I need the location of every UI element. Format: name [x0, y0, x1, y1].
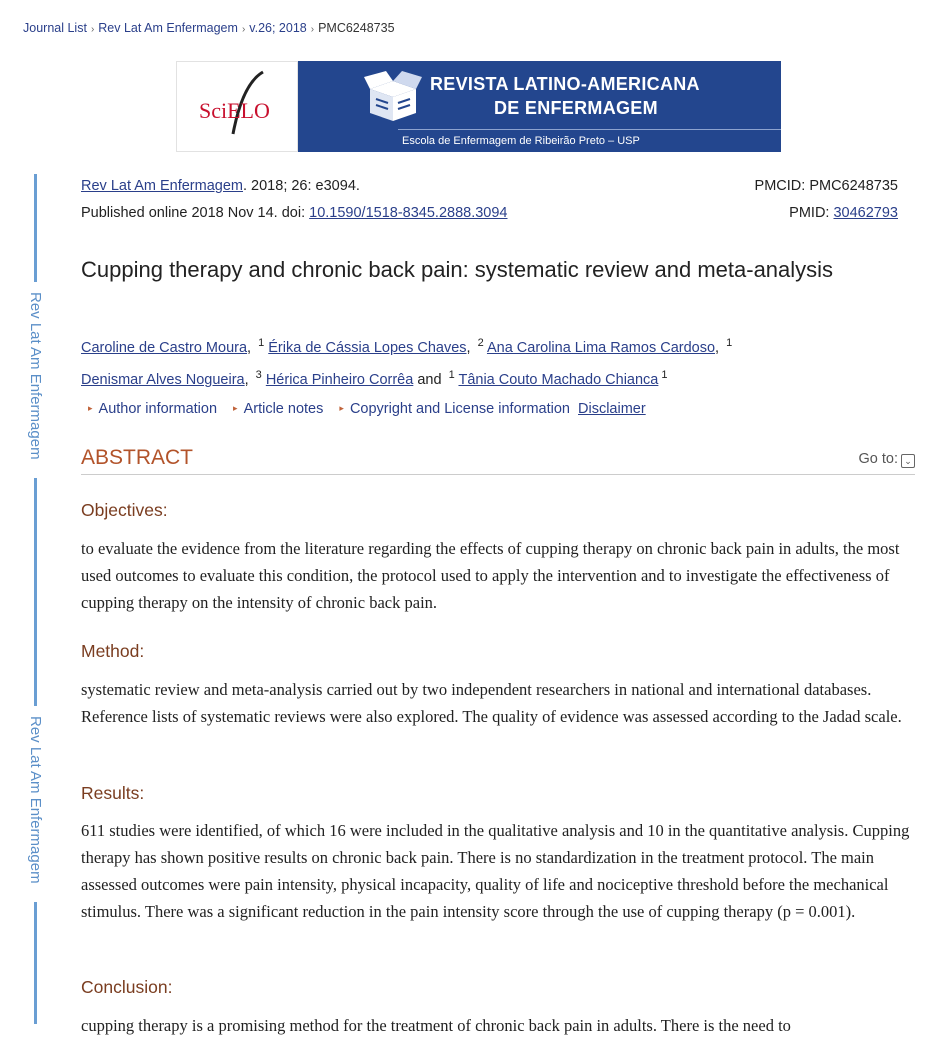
side-bar-line	[34, 478, 37, 706]
affiliation-sup[interactable]: 1	[448, 369, 455, 381]
author-link[interactable]: Denismar Alves Nogueira	[81, 372, 245, 388]
author-list	[81, 330, 881, 394]
section-text-objectives: to evaluate the evidence from the literature regarding the effects of cupping therapy on chronic back pain in adults, the most used outcomes to evaluate this condition, the protocol used to apply the intervention and to investigate the effectiveness of cupping therapy on the intensity of chronic back pain.	[81, 539, 900, 612]
section-text-results: 611 studies were identified, of which 16 were included in the qualitative analysis and 10 in the quantitative analysis. Cupping therapy has shown positive results on chronic back pain. There is no standardization in the treatment protocol. The main assessed outcomes were pain intensity, physical incapacity, quality of life and nociceptive threshold before the mechanical stimulus. There was a significant reduction in the pain intensity score through the use of cupping therapy (p = 0.001).	[81, 821, 910, 921]
article-notes-toggle[interactable]: ▸ Article notes	[233, 401, 324, 417]
copyright-toggle[interactable]: ▸ Copyright and License information	[339, 401, 570, 417]
affiliation-sup[interactable]: 2	[477, 337, 484, 349]
article-title: Cupping therapy and chronic back pain: systematic review and meta-analysis	[81, 257, 834, 282]
author-entry: Ana Carolina Lima Ramos Cardoso, $^1$	[486, 337, 733, 356]
banner-title-line1: REVISTA LATINO-AMERICANA	[430, 74, 700, 94]
pmcid: PMCID: PMC6248735	[754, 178, 898, 194]
disclaimer-link[interactable]: Disclaimer	[578, 401, 646, 417]
banner-subtitle: Escola de Enfermagem de Ribeirão Preto – USP	[402, 135, 640, 147]
affiliation-sup[interactable]: 1	[258, 337, 265, 349]
section-text-method: systematic review and meta-analysis carried out by two independent researchers in national and international databases. Reference lists of systematic reviews were also explored. The quality of evidence was assessed according to the Jadad scale.	[81, 680, 902, 726]
scielo-wordmark: SciELO	[199, 98, 270, 123]
triangle-right-icon: ▸	[339, 403, 344, 413]
section-heading-results: Results:	[81, 783, 145, 803]
author-entry	[458, 369, 668, 388]
author-information-toggle[interactable]: ▸ Author information	[88, 401, 218, 417]
side-journal-label[interactable]: Rev Lat Am Enfermagem	[27, 716, 44, 884]
affiliation-sup[interactable]: 1	[661, 369, 668, 381]
section-text-conclusion: cupping therapy is a promising method for the treatment of chronic back pain in adults. There is the need to	[81, 1016, 791, 1035]
breadcrumb-journal[interactable]: Rev Lat Am Enfermagem	[98, 21, 238, 35]
breadcrumb-volume[interactable]: v.26; 2018	[249, 21, 307, 35]
pmid-line	[789, 205, 898, 221]
goto-menu[interactable]: Go to: ⌄	[859, 451, 916, 468]
section-heading-objectives: Objectives:	[81, 500, 168, 520]
side-journal-label[interactable]: Rev Lat Am Enfermagem	[27, 292, 44, 460]
pmid-link[interactable]: 30462793	[833, 205, 898, 221]
section-heading-conclusion: Conclusion:	[81, 977, 173, 997]
author-entry: Érika de Cássia Lopes Chaves, $^2$	[268, 337, 484, 356]
abstract-header	[81, 446, 915, 475]
author-link[interactable]: Tânia Couto Machado Chianca	[458, 372, 659, 388]
chevron-right-icon: ›	[90, 24, 95, 35]
author-link[interactable]: Caroline de Castro Moura	[81, 340, 248, 356]
side-bar-line	[34, 902, 37, 1024]
author-link[interactable]: Hérica Pinheiro Corrêa	[265, 372, 414, 388]
scielo-logo-graphic	[177, 62, 299, 153]
author-entry: Hérica Pinheiro Corrêa and $^1$	[265, 369, 455, 388]
author-entry: Denismar Alves Nogueira, $^3$	[81, 369, 262, 388]
breadcrumb-journal-list[interactable]: Journal List	[23, 21, 87, 35]
affiliation-sup[interactable]: 1	[726, 337, 733, 349]
scielo-logo	[176, 61, 298, 152]
author-link[interactable]: Érika de Cássia Lopes Chaves	[268, 340, 467, 356]
citation-year-volume: . 2018; 26: e3094.	[243, 178, 360, 194]
chevron-right-icon: ›	[310, 24, 315, 35]
published-line	[81, 205, 508, 221]
article-info-links	[88, 401, 646, 417]
affiliation-sup[interactable]: 3	[255, 369, 262, 381]
doi-link[interactable]: 10.1590/1518-8345.2888.3094	[309, 205, 508, 221]
published-text: Published online 2018 Nov 14. doi:	[81, 205, 310, 221]
banner-divider	[398, 129, 781, 130]
breadcrumb	[23, 21, 395, 35]
journal-banner[interactable]	[176, 61, 781, 152]
citation-line	[81, 178, 360, 194]
abstract-heading: ABSTRACT	[81, 446, 194, 469]
section-heading-method: Method:	[81, 641, 145, 661]
open-box-icon	[362, 69, 424, 125]
pmid-label: PMID:	[789, 205, 834, 221]
chevron-down-icon[interactable]: ⌄	[901, 454, 915, 468]
author-link[interactable]: Ana Carolina Lima Ramos Cardoso	[486, 340, 716, 356]
triangle-right-icon: ▸	[88, 403, 93, 413]
journal-link[interactable]: Rev Lat Am Enfermagem	[81, 178, 243, 194]
triangle-right-icon: ▸	[233, 403, 238, 413]
chevron-right-icon: ›	[241, 24, 246, 35]
breadcrumb-current: PMC6248735	[318, 21, 395, 35]
banner-title-line2: DE ENFERMAGEM	[494, 98, 658, 118]
author-entry: Caroline de Castro Moura, $^1$	[81, 337, 265, 356]
side-bar-line	[34, 174, 37, 282]
journal-banner-title-area	[298, 61, 781, 152]
